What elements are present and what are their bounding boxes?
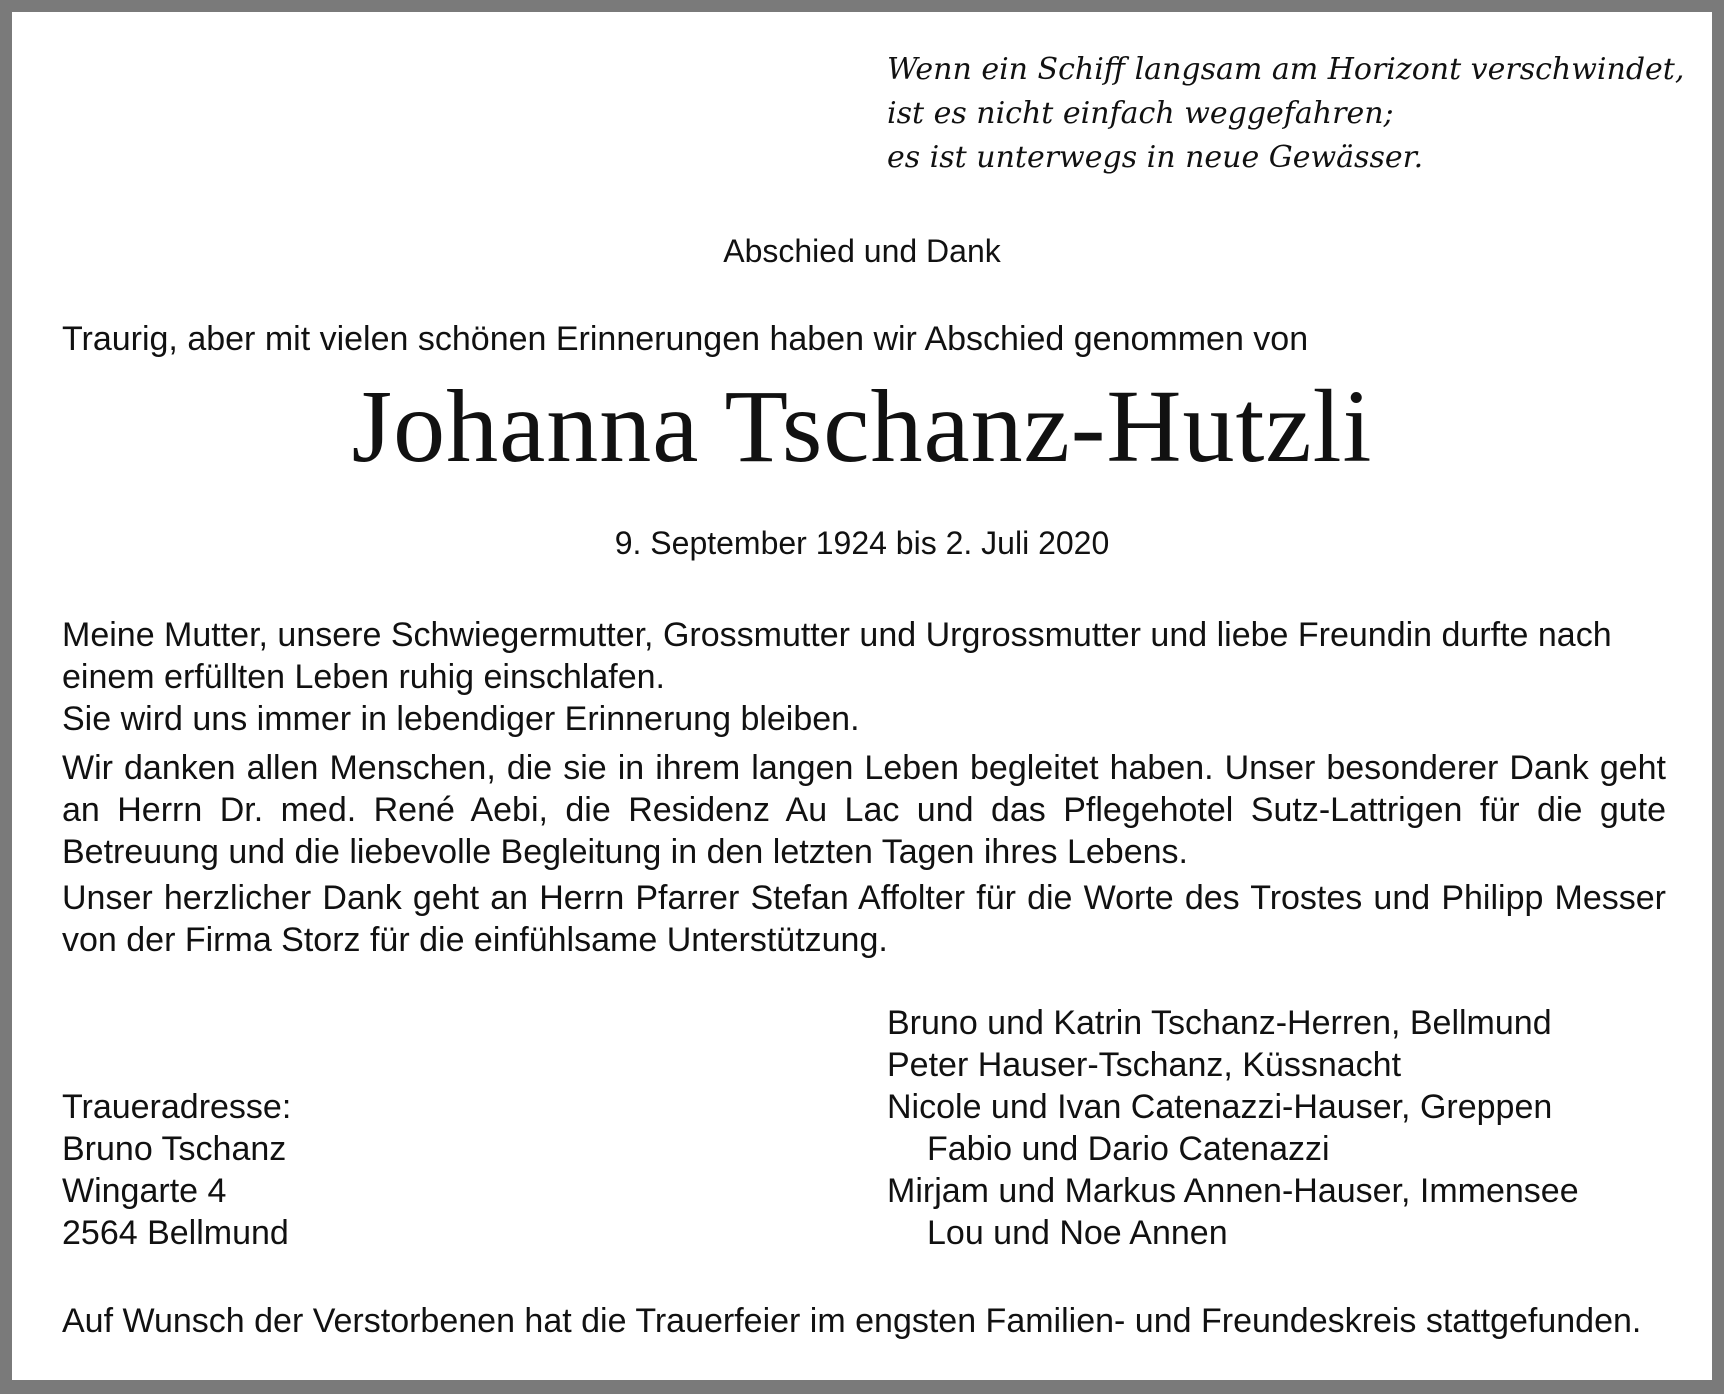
obituary-notice — [12, 12, 1712, 1380]
paragraph-thanks — [62, 747, 1666, 873]
address-name: Bruno Tschanz — [62, 1130, 287, 1168]
paragraph-thanks-pastor — [62, 877, 1666, 961]
intro-text: Traurig, aber mit vielen schönen Erinnerungen haben wir Abschied genommen von — [62, 320, 1309, 358]
deceased-name: Johanna Tschanz-Hutzli — [351, 369, 1373, 484]
paragraph-text: Unser herzlicher Dank geht an Herrn Pfarrer Stefan Affolter für die Worte des Trostes und Philipp Messer von der Firma Storz für die einfühlsame Unterstützung. — [62, 879, 1666, 959]
poem-quote — [887, 48, 1684, 180]
paragraph-text: Meine Mutter, unsere Schwiegermutter, Grossmutter und Urgrossmutter und liebe Freundin durfte nach einem erfüllten Leben ruhig einschlafen. — [62, 616, 1612, 696]
paragraph-mother — [62, 614, 1666, 740]
notice-heading: Abschied und Dank — [723, 233, 1001, 269]
life-dates: 9. September 1924 bis 2. Juli 2020 — [614, 525, 1110, 561]
address-street: Wingarte 4 — [62, 1172, 227, 1210]
poem-line: ist es nicht einfach weggefahren; — [887, 96, 1394, 131]
family-member: Fabio und Dario Catenazzi — [927, 1130, 1330, 1168]
family-member: Nicole und Ivan Catenazzi-Hauser, Greppen — [887, 1088, 1553, 1126]
family-list — [887, 1002, 1579, 1254]
closing-text: Auf Wunsch der Verstorbenen hat die Trauerfeier im engsten Familien- und Freundeskreis stattgefunden. — [62, 1302, 1642, 1340]
family-member: Bruno und Katrin Tschanz-Herren, Bellmund — [887, 1004, 1552, 1042]
mourning-address — [62, 1086, 291, 1254]
address-city: 2564 Bellmund — [62, 1214, 289, 1252]
poem-line: es ist unterwegs in neue Gewässer. — [887, 140, 1424, 175]
family-member: Lou und Noe Annen — [927, 1214, 1228, 1252]
address-label: Traueradresse: — [62, 1088, 292, 1126]
paragraph-text: Sie wird uns immer in lebendiger Erinnerung bleiben. — [62, 700, 860, 738]
family-member: Peter Hauser-Tschanz, Küssnacht — [887, 1046, 1402, 1084]
poem-line: Wenn ein Schiff langsam am Horizont verschwindet, — [887, 52, 1685, 87]
family-member: Mirjam und Markus Annen-Hauser, Immensee — [887, 1172, 1579, 1210]
paragraph-text: Wir danken allen Menschen, die sie in ihrem langen Leben begleitet haben. Unser besonderer Dank geht an Herrn Dr. med. René Aebi, die Residenz Au Lac und das Pflegehotel Sutz-Lattrigen für die gute Betreuung und die liebevolle Begleitung in den letzten Tagen ihres Lebens. — [62, 749, 1666, 871]
